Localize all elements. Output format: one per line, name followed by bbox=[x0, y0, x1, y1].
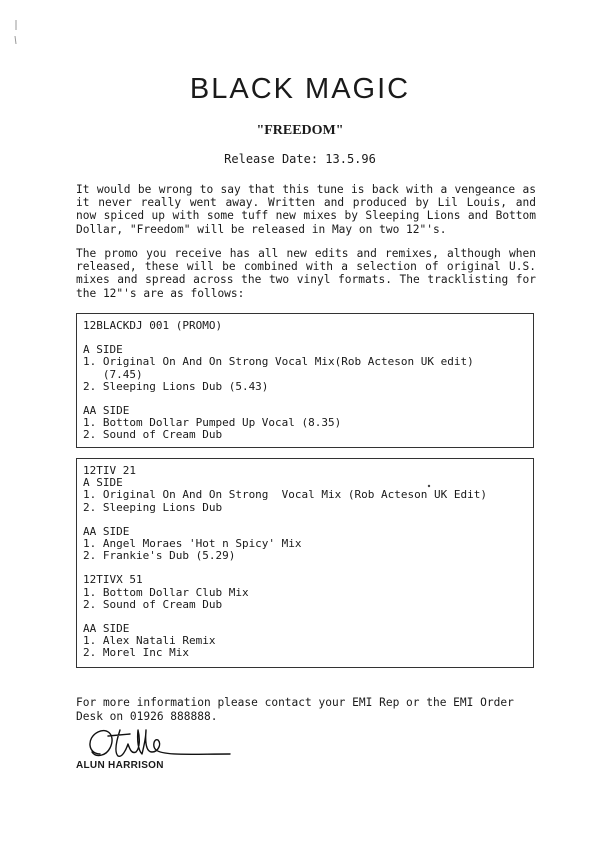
release-title: "FREEDOM" bbox=[256, 123, 344, 138]
track-line: 2. Sleeping Lions Dub bbox=[83, 500, 223, 514]
promo-tracklist-box bbox=[76, 313, 534, 448]
scan-mark bbox=[12, 18, 20, 48]
track-line: 2. Frankie's Dub (5.29) bbox=[83, 549, 236, 563]
contact-paragraph: For more information please contact your EMI Rep or the EMI Order Desk on 01926 888888. bbox=[76, 696, 514, 723]
side-label: A SIDE bbox=[83, 476, 123, 490]
handwritten-signature bbox=[82, 724, 232, 764]
catalog-number: 12BLACKDJ 001 (PROMO) bbox=[83, 319, 223, 332]
track-line: 2. Morel Inc Mix bbox=[83, 646, 189, 660]
catalog-number: 12TIV 21 bbox=[83, 464, 136, 477]
retail-tracklist-box bbox=[76, 458, 534, 668]
track-line: 1. Original On And On Strong Vocal Mix (Rob Acteson UK Edit) bbox=[83, 488, 487, 502]
track-line: 1. Bottom Dollar Pumped Up Vocal (8.35) bbox=[83, 416, 342, 430]
release-date: Release Date: 13.5.96 bbox=[224, 152, 376, 166]
catalog-number: 12TIVX 51 bbox=[83, 573, 143, 587]
track-line: 1. Bottom Dollar Club Mix bbox=[83, 585, 249, 599]
track-line: 1. Angel Moraes 'Hot n Spicy' Mix bbox=[83, 537, 302, 551]
side-label: A SIDE bbox=[83, 343, 123, 357]
track-line: 2. Sound of Cream Dub bbox=[83, 597, 223, 611]
track-line: 2. Sleeping Lions Dub (5.43) bbox=[83, 379, 269, 393]
signer-name: ALUN HARRISON bbox=[76, 760, 164, 771]
intro-paragraph: It would be wrong to say that this tune is back with a vengeance as it never really went away. Written and produced by Lil Louis, and now spiced up with some tuff new mixes by Sleeping Lions and Bottom Dollar, "Freedom" will be released in May on two 12"'s. bbox=[76, 183, 536, 236]
side-label: AA SIDE bbox=[83, 404, 130, 418]
side-label: AA SIDE bbox=[83, 524, 130, 538]
track-line: (7.45) bbox=[83, 367, 143, 381]
artist-heading: BLACK MAGIC bbox=[189, 73, 411, 105]
track-line: 1. Original On And On Strong Vocal Mix(Rob Acteson UK edit) bbox=[83, 355, 474, 369]
promo-paragraph: The promo you receive has all new edits and remixes, although when released, these will be combined with a selection of original U.S. mixes and spread across the two vinyl formats. The tracklisting for the 12"'s are as follows: bbox=[76, 247, 536, 300]
side-label: AA SIDE bbox=[83, 622, 130, 636]
track-line: 2. Sound of Cream Dub bbox=[83, 428, 223, 442]
track-line: 1. Alex Natali Remix bbox=[83, 634, 216, 648]
